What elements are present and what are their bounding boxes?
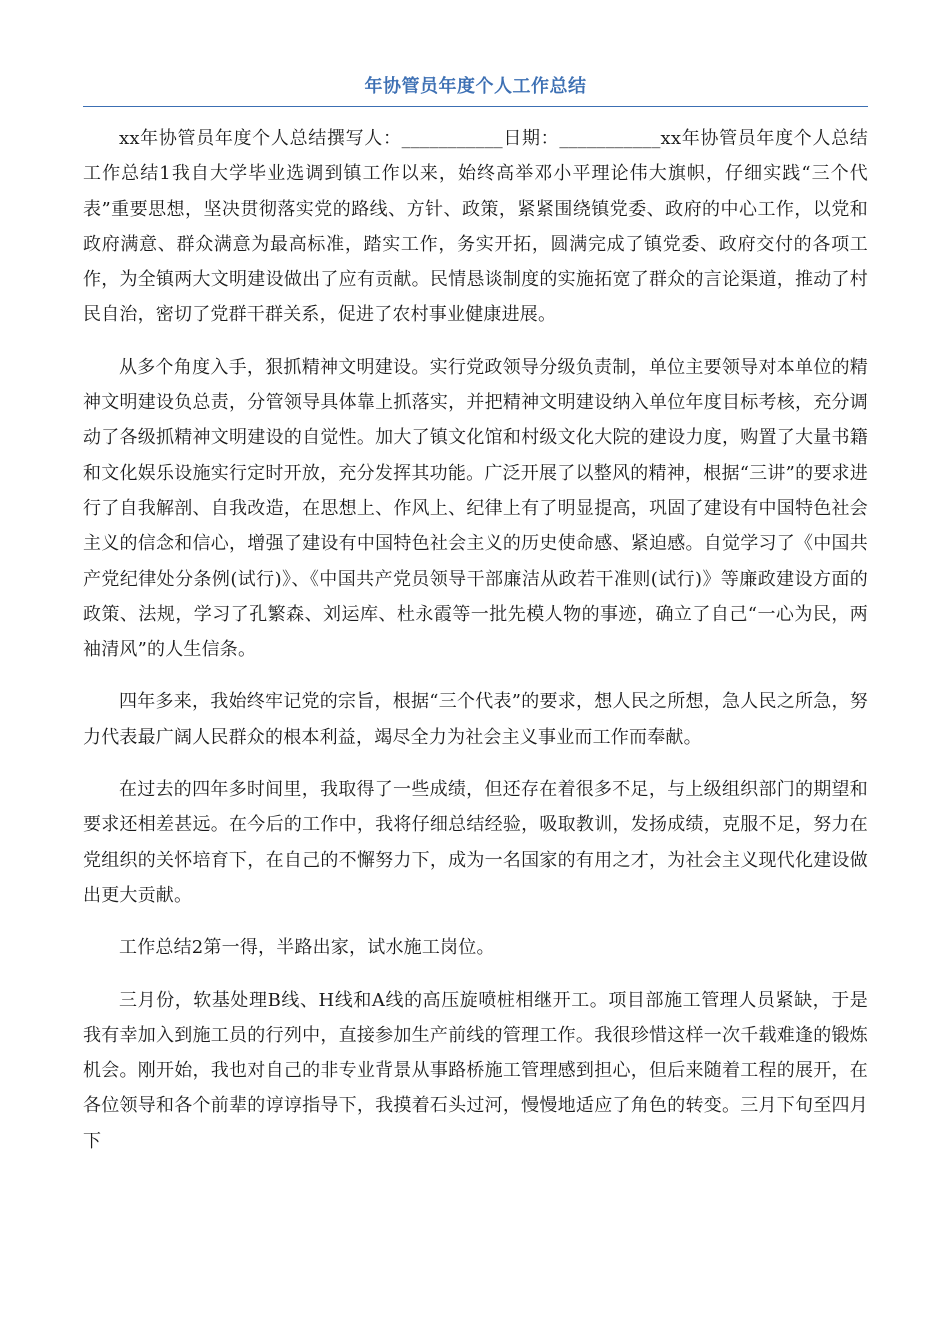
paragraph: 工作总结2第一得，半路出家，试水施工岗位。 [119, 937, 495, 959]
document-title: 年协管员年度个人工作总结 [364, 76, 587, 97]
paragraph: 四年多来，我始终牢记党的宗旨，根据“三个代表”的要求，想人民之所想，急人民之所急，努力代表最广阔人民群众的根本利益，竭尽全力为社会主义事业而工作而奉献。 [83, 691, 868, 748]
paragraph: 从多个角度入手，狠抓精神文明建设。实行党政领导分级负责制，单位主要领导对本单位的精神文明建设负总责，分管领导具体靠上抓落实，并把精神文明建设纳入单位年度目标考核，充分调动了各级抓精神文明建设的自觉性。加大了镇文化馆和村级文化大院的建设力度，购置了大量书籍和文化娱乐设施实行定时开放，充分发挥其功能。广泛开展了以整风的精神，根据“三讲”的要求进行了自我解剖、自我改造，在思想上、作风上、纪律上有了明显提高，巩固了建设有中国特色社会主义的信念和信心，增强了建设有中国特色社会主义的历史使命感、紧迫感。自觉学习了《中国共产党纪律处分条例(试行)》、《中国共产党员领导干部廉洁从政若干准则(试行)》等廉政建设方面的政策、法规，学习了孔繁森、刘运库、杜永霞等一批先模人物的事迹，确立了自己“一心为民，两袖清风”的人生信条。 [83, 356, 868, 661]
paragraph: 三月份，软基处理B线、H线和A线的高压旋喷桩相继开工。项目部施工管理人员紧缺，于是我有幸加入到施工员的行列中，直接参加生产前线的管理工作。我很珍惜这样一次千载难逢的锻炼机会。刚开始，我也对自己的非专业背景从事路桥施工管理感到担心，但后来随着工程的展开，在各位领导和各个前辈的谆谆指导下，我摸着石头过河，慢慢地适应了角色的转变。三月下旬至四月下 [83, 989, 868, 1152]
document-body [83, 121, 868, 1159]
paragraph: xx年协管员年度个人总结撰写人：___________日期：___________xx年协管员年度个人总结工作总结1我自大学毕业选调到镇工作以来，始终高举邓小平理论伟大旗帜，仔细实践“三个代表”重要思想，坚决贯彻落实党的路线、方针、政策，紧紧围绕镇党委、政府的中心工作，以党和政府满意、群众满意为最高标准，踏实工作，务实开拓，圆满完成了镇党委、政府交付的各项工作，为全镇两大文明建设做出了应有贡献。民情恳谈制度的实施拓宽了群众的言论渠道，推动了村民自治，密切了党群干群关系，促进了农村事业健康进展。 [83, 128, 868, 326]
document-page [83, 70, 868, 1176]
paragraph: 在过去的四年多时间里，我取得了一些成绩，但还存在着很多不足，与上级组织部门的期望和要求还相差甚远。在今后的工作中，我将仔细总结经验，吸取教训，发扬成绩，克服不足，努力在党组织的关怀培育下，在自己的不懈努力下，成为一名国家的有用之才，为社会主义现代化建设做出更大贡献。 [83, 779, 868, 906]
title-underline [83, 106, 868, 107]
